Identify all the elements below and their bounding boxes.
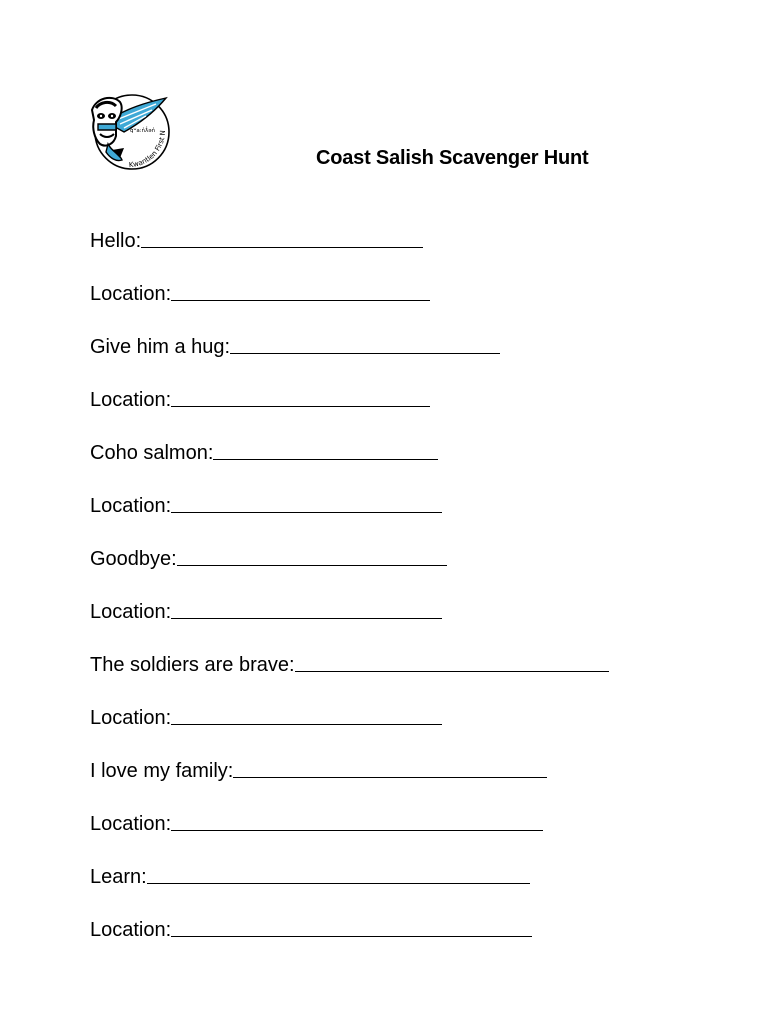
answer-row [90, 465, 609, 518]
kwantlen-logo-icon [86, 88, 172, 174]
answer-line[interactable] [141, 246, 423, 248]
row-label: Give him a hug: [90, 336, 231, 358]
answer-line[interactable] [213, 458, 438, 460]
row-label: Location: [90, 283, 172, 305]
row-label: The soldiers are brave: [90, 654, 295, 676]
row-label: Hello: [90, 230, 142, 252]
answer-line[interactable] [171, 405, 430, 407]
answer-row [90, 624, 609, 677]
answer-row [90, 412, 609, 465]
answer-row [90, 306, 609, 359]
row-label: Location: [90, 813, 172, 835]
answer-line[interactable] [233, 776, 547, 778]
answer-line[interactable] [177, 564, 447, 566]
logo-ring-text: Kwantlen First N [128, 130, 168, 170]
answer-line[interactable] [171, 617, 442, 619]
row-label: Goodbye: [90, 548, 177, 570]
row-label: Coho salmon: [90, 442, 214, 464]
answer-line[interactable] [171, 511, 442, 513]
answer-row [90, 518, 609, 571]
answer-row [90, 889, 609, 942]
answer-line[interactable] [295, 670, 609, 672]
row-label: Location: [90, 389, 172, 411]
answer-line[interactable] [171, 723, 442, 725]
logo-inner-text: q̓ʷa:n̓ƛ̓ən̓ [130, 128, 156, 134]
answer-row [90, 571, 609, 624]
row-label: Location: [90, 919, 172, 941]
page-title: Coast Salish Scavenger Hunt [316, 147, 589, 169]
worksheet-rows [90, 200, 609, 942]
answer-row [90, 836, 609, 889]
answer-row [90, 783, 609, 836]
answer-line[interactable] [171, 935, 532, 937]
answer-row [90, 253, 609, 306]
answer-line[interactable] [147, 882, 530, 884]
answer-line[interactable] [171, 829, 543, 831]
answer-row [90, 200, 609, 253]
answer-row [90, 730, 609, 783]
answer-line[interactable] [230, 352, 500, 354]
answer-line[interactable] [171, 299, 430, 301]
row-label: Location: [90, 707, 172, 729]
row-label: Location: [90, 601, 172, 623]
row-label: Location: [90, 495, 172, 517]
row-label: I love my family: [90, 760, 234, 782]
answer-row [90, 677, 609, 730]
row-label: Learn: [90, 866, 147, 888]
answer-row [90, 359, 609, 412]
